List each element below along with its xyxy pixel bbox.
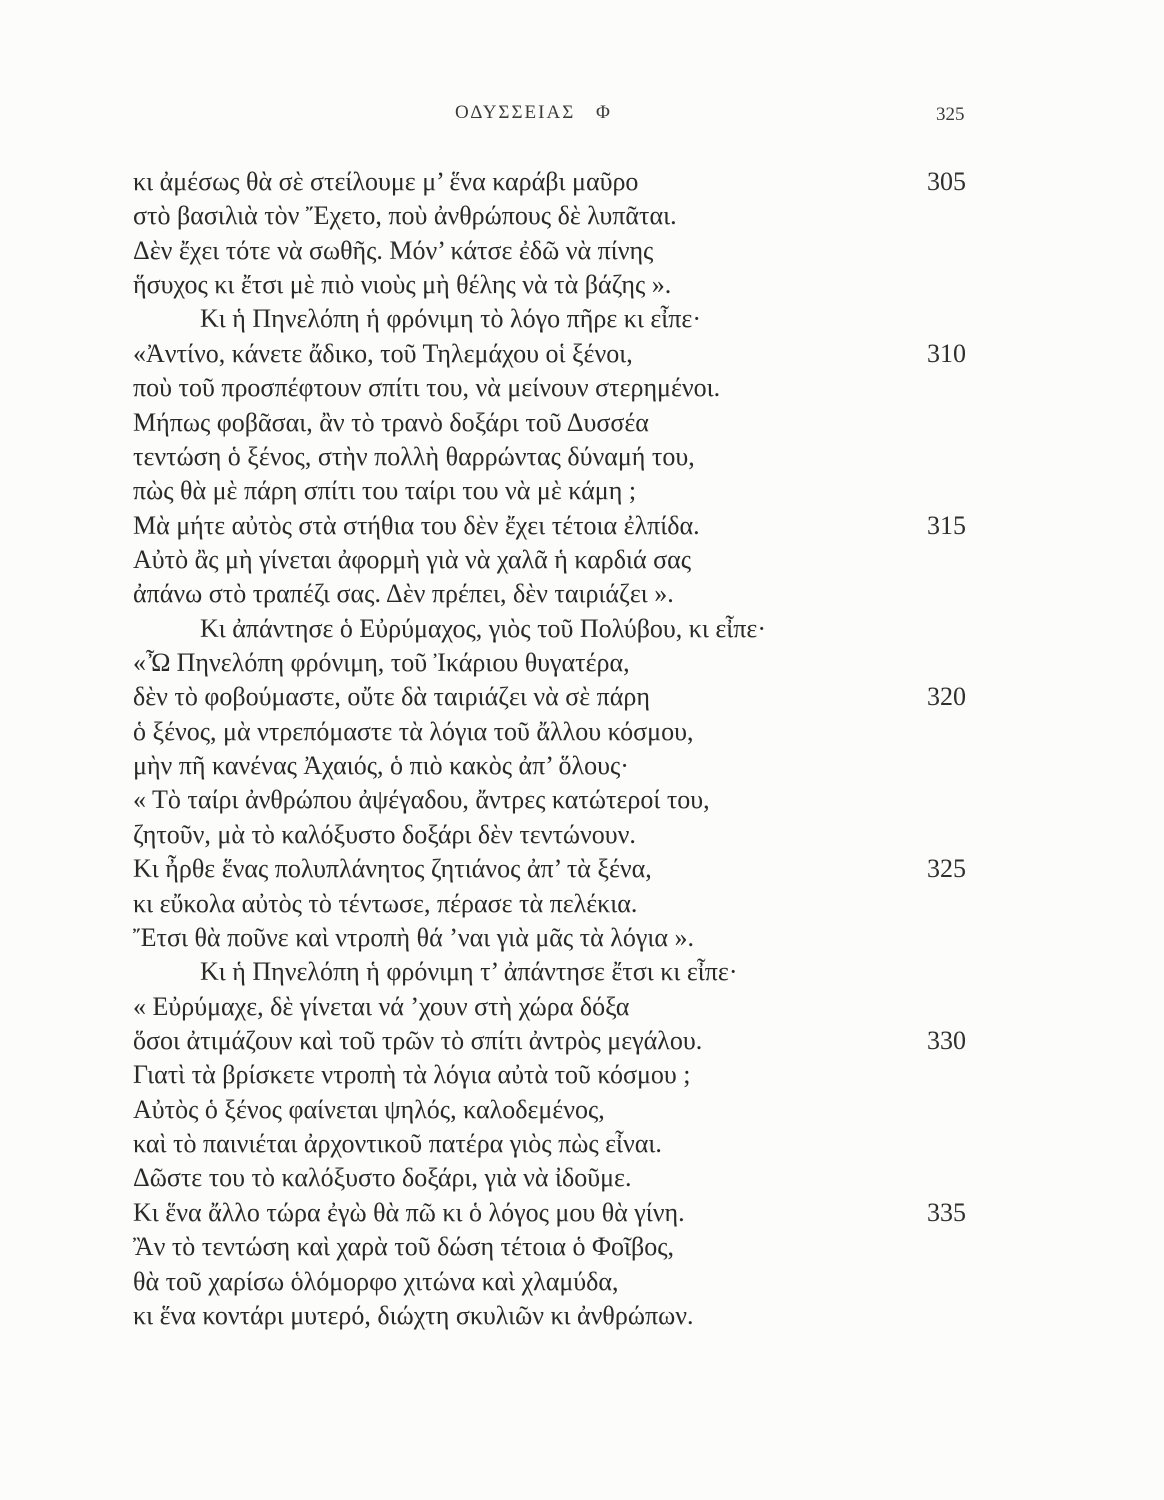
- verse-line: [133, 509, 1033, 543]
- line-number: 325: [927, 854, 966, 884]
- verse-text: Κι ἡ Πηνελόπη ἡ φρόνιμη τὸ λόγο πῆρε κι εἶπε·: [200, 304, 701, 334]
- verse-line: [133, 852, 1033, 886]
- verse-line: [133, 921, 1033, 955]
- verse-text: καὶ τὸ παινιέται ἀρχοντικοῦ πατέρα γιὸς πὼς εἶναι.: [133, 1129, 662, 1159]
- verse-text: μὴν πῆ κανένας Ἀχαιός, ὁ πιὸ κακὸς ἀπ’ ὅλους·: [133, 751, 629, 781]
- verse-line: [133, 1058, 1033, 1092]
- verse-text: « Εὐρύμαχε, δὲ γίνεται νά ’χουν στὴ χώρα δόξα: [133, 991, 630, 1021]
- line-number: 315: [927, 510, 966, 540]
- verse-line: [133, 199, 1033, 233]
- verse-line: [133, 783, 1033, 817]
- verse-line: [133, 234, 1033, 268]
- verse-line: [133, 1196, 1033, 1230]
- verse-text: Κι ἀπάντησε ὁ Εὐρύμαχος, γιὸς τοῦ Πολύβου, κι εἶπε·: [200, 613, 767, 643]
- verse-text: Δῶστε του τὸ καλόξυστο δοξάρι, γιὰ νὰ ἰδοῦμε.: [133, 1163, 632, 1193]
- verse-text: πὼς θὰ μὲ πάρη σπίτι του ταίρι του νὰ μὲ κάμη ;: [133, 476, 637, 506]
- verse-text: στὸ βασιλιὰ τὸν Ἔχετο, ποὺ ἀνθρώπους δὲ λυπᾶται.: [133, 201, 677, 231]
- verse-text: θὰ τοῦ χαρίσω ὁλόμορφο χιτώνα καὶ χλαμύδα,: [133, 1266, 619, 1296]
- verse-line: [133, 1127, 1033, 1161]
- verse-text: Δὲν ἔχει τότε νὰ σωθῆς. Μόν’ κάτσε ἐδῶ νὰ πίνης: [133, 235, 654, 265]
- verse-line: [133, 612, 1033, 646]
- verse-text: ἥσυχος κι ἔτσι μὲ πιὸ νιοὺς μὴ θέλης νὰ τὰ βάζης ».: [133, 270, 672, 300]
- line-number: 320: [927, 682, 966, 712]
- verse-line: [133, 543, 1033, 577]
- verse-line: [133, 990, 1033, 1024]
- verse-line: [133, 749, 1033, 783]
- verse-line: [133, 646, 1033, 680]
- verse-text: Κι ἡ Πηνελόπη ἡ φρόνιμη τ’ ἀπάντησε ἔτσι κι εἶπε·: [200, 957, 738, 987]
- verse-line: [133, 818, 1033, 852]
- verse-text: Κι ἕνα ἄλλο τώρα ἐγὼ θὰ πῶ κι ὁ λόγος μου θὰ γίνη.: [133, 1197, 685, 1227]
- verse-line: [133, 1024, 1033, 1058]
- verse-line: [133, 577, 1033, 611]
- verse-text: κι ἕνα κοντάρι μυτερό, διώχτη σκυλιῶν κι ἀνθρώπων.: [133, 1300, 694, 1330]
- verse-text: ποὺ τοῦ προσπέφτουν σπίτι του, νὰ μείνουν στερημένοι.: [133, 373, 721, 403]
- verse-text: «Ἀντίνο, κάνετε ἄδικο, τοῦ Τηλεμάχου οἱ ξένοι,: [133, 338, 633, 368]
- verse-line: [133, 1093, 1033, 1127]
- verse-text: τεντώση ὁ ξένος, στὴν πολλὴ θαρρώντας δύναμή του,: [133, 441, 695, 471]
- line-number: 305: [927, 167, 966, 196]
- verse-line: [133, 302, 1033, 336]
- verse-line: [133, 1299, 1033, 1333]
- verse-text: Μήπως φοβᾶσαι, ἂν τὸ τρανὸ δοξάρι τοῦ Δυσσέα: [133, 407, 649, 437]
- verse-text: ὁ ξένος, μὰ ντρεπόμαστε τὰ λόγια τοῦ ἄλλου κόσμου,: [133, 716, 694, 746]
- line-number: 310: [927, 338, 966, 368]
- verse-text: Μὰ μήτε αὐτὸς στὰ στήθια του δὲν ἔχει τέτοια ἐλπίδα.: [133, 510, 700, 540]
- verse-text: Αὐτὸ ἂς μὴ γίνεται ἀφορμὴ γιὰ νὰ χαλᾶ ἡ καρδιά σας: [133, 544, 692, 574]
- verse-line: [133, 715, 1033, 749]
- verse-text: Κι ἦρθε ἕνας πολυπλάνητος ζητιάνος ἀπ’ τὰ ξένα,: [133, 854, 652, 884]
- verse-line: [133, 955, 1033, 989]
- line-number: 330: [927, 1025, 966, 1055]
- verse-line: [133, 268, 1033, 302]
- verse-text: κι ἀμέσως θὰ σὲ στείλουμε μ’ ἕνα καράβι μαῦρο: [133, 167, 639, 196]
- verse-text: ἀπάνω στὸ τραπέζι σας. Δὲν πρέπει, δὲν ταιριάζει ».: [133, 579, 674, 609]
- verse-text: κι εὔκολα αὐτὸς τὸ τέντωσε, πέρασε τὰ πελέκια.: [133, 888, 638, 918]
- running-head: ΟΔΥΣΣΕΙΑΣ Φ: [455, 102, 612, 123]
- verse-line: [133, 165, 1033, 199]
- verse-line: [133, 406, 1033, 440]
- verse-text: Γιατὶ τὰ βρίσκετε ντροπὴ τὰ λόγια αὐτὰ τοῦ κόσμου ;: [133, 1060, 691, 1090]
- verse-line: [133, 440, 1033, 474]
- verse-line: [133, 1230, 1033, 1264]
- verse-text: Αὐτὸς ὁ ξένος φαίνεται ψηλός, καλοδεμένος,: [133, 1094, 605, 1124]
- verse-text: Ἂν τὸ τεντώση καὶ χαρὰ τοῦ δώση τέτοια ὁ Φοῖβος,: [133, 1232, 674, 1262]
- verse-text: « Τὸ ταίρι ἀνθρώπου ἀψέγαδου, ἄντρες κατώτεροί του,: [133, 785, 710, 815]
- verse-text: ζητοῦν, μὰ τὸ καλόξυστο δοξάρι δὲν τεντώνουν.: [133, 819, 636, 849]
- verse-line: [133, 371, 1033, 405]
- line-number: 335: [927, 1197, 966, 1227]
- verse-line: [133, 337, 1033, 371]
- verse-line: [133, 887, 1033, 921]
- verse-text: ὅσοι ἀτιμάζουν καὶ τοῦ τρῶν τὸ σπίτι ἀντρὸς μεγάλου.: [133, 1025, 703, 1055]
- verse-text: Ἔτσι θὰ ποῦνε καὶ ντροπὴ θά ’ναι γιὰ μᾶς τὰ λόγια ».: [133, 922, 694, 952]
- verse-text: δὲν τὸ φοβούμαστε, οὔτε δὰ ταιριάζει νὰ σὲ πάρη: [133, 682, 651, 712]
- verse-line: [133, 1265, 1033, 1299]
- verse-text-block: [133, 165, 1033, 1333]
- verse-line: [133, 474, 1033, 508]
- verse-line: [133, 1161, 1033, 1195]
- page-number: 325: [936, 104, 965, 125]
- verse-text: «Ὦ Πηνελόπη φρόνιμη, τοῦ Ἰκάριου θυγατέρα,: [133, 648, 630, 678]
- verse-line: [133, 680, 1033, 714]
